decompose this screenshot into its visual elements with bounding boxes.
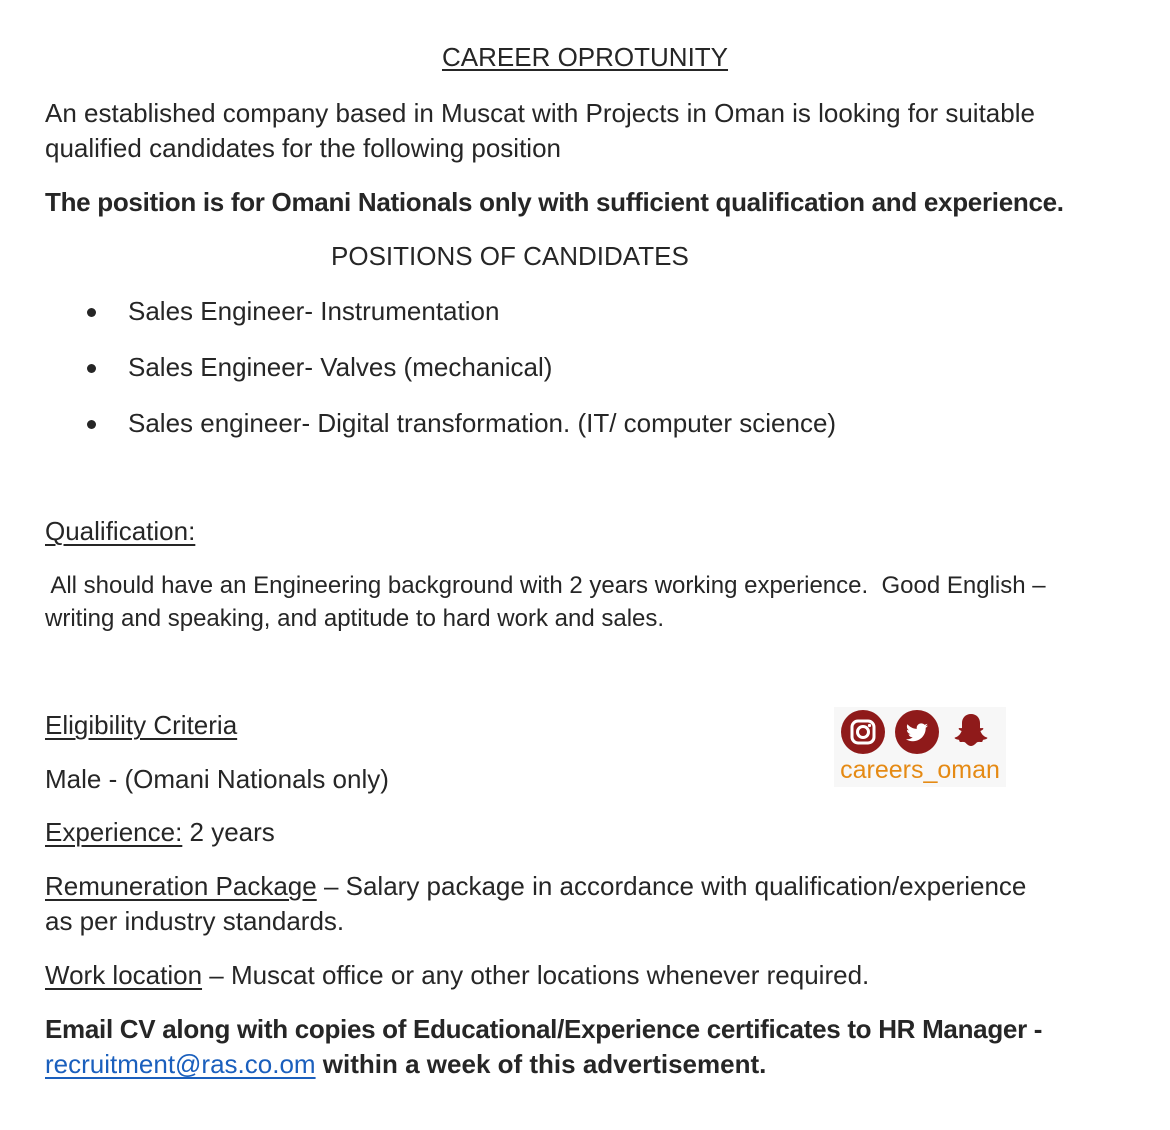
remuneration-text-2: as per industry standards. — [45, 906, 345, 936]
qualification-heading: Qualification: — [45, 516, 196, 546]
qualification-heading-row — [45, 514, 1125, 549]
intro-line-2: qualified candidates for the following position — [45, 133, 562, 163]
positions-heading: POSITIONS OF CANDIDATES — [331, 241, 689, 271]
bullet-icon — [87, 364, 96, 373]
position-label: Sales Engineer- Instrumentation — [128, 296, 500, 326]
work-location-text: – Muscat office or any other locations whenever required. — [202, 960, 870, 990]
nationals-note: The position is for Omani Nationals only with sufficient qualification and experience. — [45, 187, 1064, 217]
page-title: CAREER OPROTUNITY — [441, 42, 729, 72]
experience-value: 2 years — [182, 817, 275, 847]
bullet-icon — [87, 308, 96, 317]
intro-line-1: An established company based in Muscat with Projects in Oman is looking for suitable — [45, 98, 1035, 128]
social-watermark — [834, 707, 1006, 787]
email-line-2-rest: within a week of this advertisement. — [315, 1049, 767, 1079]
work-location-row — [45, 958, 1125, 993]
position-label: Sales engineer- Digital transformation. (IT/ computer science) — [128, 408, 837, 438]
eligibility-text: Male - (Omani Nationals only) — [45, 764, 389, 794]
qualification-line-2: writing and speaking, and aptitude to hard work and sales. — [45, 605, 665, 632]
bullet-icon — [87, 420, 96, 429]
position-label: Sales Engineer- Valves (mechanical) — [128, 352, 553, 382]
remuneration-heading: Remuneration Package — [45, 871, 317, 901]
snapchat-icon — [949, 710, 993, 754]
experience-row — [45, 815, 1125, 850]
remuneration-row — [45, 869, 1125, 904]
eligibility-heading: Eligibility Criteria — [45, 710, 238, 740]
social-handle: careers_oman — [840, 756, 1000, 784]
twitter-icon — [895, 710, 939, 754]
work-location-heading: Work location — [45, 960, 203, 990]
email-line-2 — [45, 1047, 1125, 1082]
instagram-icon — [841, 710, 885, 754]
remuneration-text: – Salary package in accordance with qualification/experience — [316, 871, 1027, 901]
email-link[interactable]: recruitment@ras.co.om — [45, 1049, 316, 1079]
qualification-line-1: All should have an Engineering background with 2 years working experience. Good English – — [45, 572, 1046, 599]
email-line-1: Email CV along with copies of Educational/Experience certificates to HR Manager - — [45, 1014, 1043, 1044]
experience-heading: Experience: — [45, 817, 183, 847]
